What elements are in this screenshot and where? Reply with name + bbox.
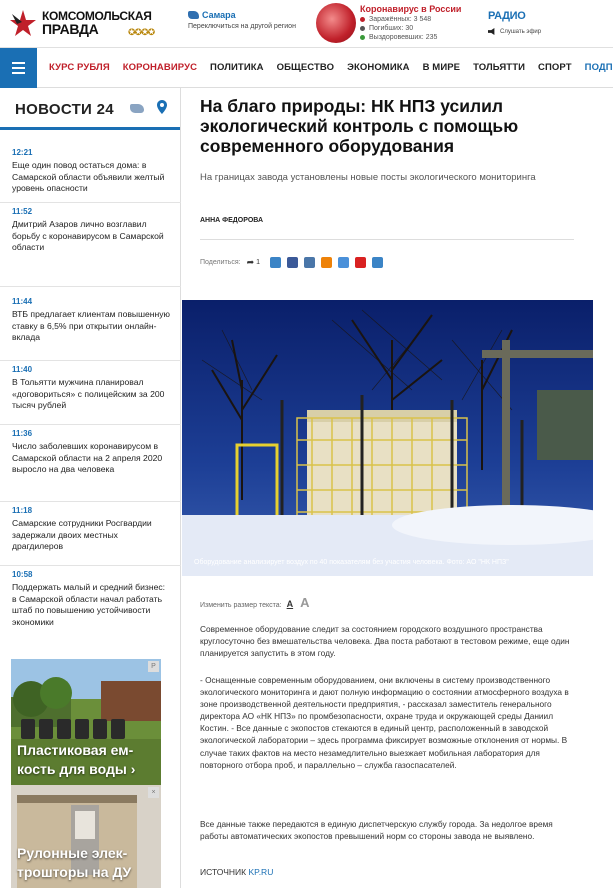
ad-caption[interactable] <box>17 741 135 779</box>
news-title[interactable]: В Тольятти мужчина планировал «договориться» с полицейским за 200 тысяч рублей <box>12 377 165 410</box>
news-title[interactable]: Самарские сотрудники Росгвардии задержали двоих местных драгдилеров <box>12 518 152 551</box>
article-title: На благо природы: НК НПЗ усилил экологический контроль с помощью современного оборудования <box>200 96 519 156</box>
article-paragraph: Все данные также передаются в единую диспетчерскую службу города. За недолгое время работы автоматических экопостов превышений норм со стороны завода не выявлено. <box>200 819 553 842</box>
covid-value: 3 548 <box>413 16 432 23</box>
nav-item-tolyatti[interactable]: ТОЛЬЯТТИ <box>473 62 526 73</box>
orders-icons: ✪✪✪✪ <box>128 27 155 37</box>
share-arrow-icon: ➦ <box>246 256 255 267</box>
font-large-button[interactable]: A <box>300 595 310 610</box>
recovered-dot-icon <box>360 35 365 40</box>
moimir-share-icon[interactable] <box>338 257 349 268</box>
covid-label: Выздоровевших: <box>369 34 424 41</box>
facebook-share-icon[interactable] <box>287 257 298 268</box>
sidebar-title: НОВОСТИ 24 <box>15 101 114 118</box>
font-small-button[interactable]: A <box>286 599 294 609</box>
covid-row <box>360 34 470 41</box>
share-label: Поделиться: <box>200 258 241 266</box>
site-header <box>0 0 613 48</box>
news-title[interactable]: Еще один повод остаться дома: в Самарской области объявили желтый уровень опасности <box>12 160 165 193</box>
flipboard-share-icon[interactable] <box>355 257 366 268</box>
news-sidebar <box>0 88 181 888</box>
ad-banner-roller-blinds[interactable] <box>11 785 161 888</box>
article-source <box>200 867 273 877</box>
hamburger-icon <box>12 62 25 64</box>
news-item[interactable] <box>0 293 181 361</box>
ad-badge[interactable]: P <box>148 661 159 672</box>
nav-item-kurs-rublya[interactable]: КУРС РУБЛЯ <box>49 62 110 73</box>
article-lead: На границах завода установлены новые посты экологического мониторинга <box>200 172 536 183</box>
news-time: 10:58 <box>12 570 33 579</box>
font-size-label: Изменить размер текста: <box>200 602 282 609</box>
ad-caption-line: трошторы на ДУ <box>17 864 132 880</box>
ad-close-button[interactable]: × <box>148 787 159 798</box>
menu-button[interactable] <box>0 48 37 88</box>
nav-item-v-mire[interactable]: В МИРЕ <box>422 62 461 73</box>
share-bar <box>200 256 389 268</box>
location-pin-icon[interactable] <box>157 100 167 114</box>
source-label: ИСТОЧНИК <box>200 867 247 877</box>
news-time: 11:44 <box>12 297 33 306</box>
radio-player[interactable] <box>488 10 588 35</box>
news-item[interactable] <box>0 502 181 566</box>
divider <box>200 239 574 240</box>
article-paragraph: - Оснащенные современным оборудованием, они включены в систему производственного экологического мониторинга и дают полную информацию о состоянии атмосферного воздуха в зоне производственной деятельности предприятия, - рассказал заместитель генерального директора АО «НК НПЗ» по промбезопасности, охране труда и окружающей среды Даниил Костин. - Все данные с экопостов стекаются в единый центр, расположенный в заводской экологической лаборатории – здесь программа фиксирует возможные отклонения от нормы. В случае таких фактов на место незамедлительно выезжает мобильная лаборатория для повторного отбора проб, и параллельно – служба газоспасателей. <box>200 675 569 770</box>
covid-label: Погибших: <box>369 25 404 32</box>
region-switch-link[interactable]: Переключиться на другой регион <box>188 23 296 30</box>
sidebar-header <box>0 88 180 130</box>
news-title[interactable]: ВТБ предлагает клиентам повышенную ставку в 6,5% при открытии онлайн-вклада <box>12 309 171 342</box>
infected-dot-icon <box>360 17 365 22</box>
twitter-share-icon[interactable] <box>270 257 281 268</box>
news-time: 12:21 <box>12 148 33 157</box>
article-photo <box>182 300 593 576</box>
logo-line-2: ПРАВДА <box>42 21 99 37</box>
nav-item-podpiska[interactable]: ПОДП <box>584 62 613 73</box>
covid-row <box>360 25 470 32</box>
news-item[interactable] <box>0 203 181 287</box>
nav-list <box>49 62 613 73</box>
photo-image <box>182 300 593 576</box>
covid-label: Заражённых: <box>369 16 412 23</box>
covid-stats[interactable] <box>360 4 470 41</box>
font-size-control <box>200 596 310 609</box>
site-logo[interactable] <box>8 8 178 40</box>
hamburger-icon <box>12 67 25 69</box>
ad-caption[interactable] <box>17 844 131 882</box>
news-item[interactable] <box>0 566 181 652</box>
nav-item-ekonomika[interactable]: ЭКОНОМИКА <box>347 62 410 73</box>
covid-value: 235 <box>425 34 438 41</box>
region-name[interactable]: Самара <box>188 10 308 20</box>
ad-caption-line: кость для воды › <box>17 761 136 777</box>
radio-title[interactable]: РАДИО <box>488 10 526 22</box>
news-item[interactable] <box>0 361 181 425</box>
nav-item-koronavirus[interactable]: КОРОНАВИРУС <box>122 62 198 73</box>
covid-title[interactable]: Коронавирус в России <box>360 4 462 14</box>
nav-item-politika[interactable]: ПОЛИТИКА <box>210 62 264 73</box>
speaker-icon <box>488 28 496 35</box>
ad-caption-line: Рулонные элек- <box>17 845 128 861</box>
news-item[interactable] <box>0 144 181 203</box>
news-title[interactable]: Поддержать малый и средний бизнес: в Самарской области начал работать штаб по повышению устойчивости экономики <box>12 582 166 627</box>
logo-line-1: КОМСОМОЛЬСКАЯ <box>42 9 152 23</box>
ad-caption-line: Пластиковая ем- <box>17 742 134 758</box>
share-count: 1 <box>256 258 261 266</box>
region-map-icon[interactable] <box>130 104 144 113</box>
odnoklassniki-share-icon[interactable] <box>321 257 332 268</box>
email-share-icon[interactable] <box>372 257 383 268</box>
vk-share-icon[interactable] <box>304 257 315 268</box>
radio-listen-label[interactable]: Слушать эфир <box>500 28 542 35</box>
news-time: 11:36 <box>12 429 33 438</box>
source-link[interactable]: KP.RU <box>248 867 274 877</box>
news-time: 11:40 <box>12 365 33 374</box>
photo-caption: Оборудование анализирует воздух по 40 показателям без участия человека. Фото: АО "НК НПЗ" <box>194 559 509 566</box>
main-nav <box>0 48 613 88</box>
nav-item-sport[interactable]: СПОРТ <box>538 62 572 73</box>
radio-listen[interactable] <box>488 28 588 35</box>
covid-value: 30 <box>405 25 414 32</box>
news-item[interactable] <box>0 425 181 502</box>
region-switcher[interactable] <box>188 10 308 30</box>
news-title[interactable]: Число заболевших коронавирусом в Самарской области на 2 апреля 2020 выросло на два человека <box>12 441 163 474</box>
article-paragraph: Современное оборудование следит за состоянием городского воздушного пространства круглосуточно без вмешательства человека. Два поста работают в тестовом режиме, еще один планируется запустить в этом году. <box>200 624 570 659</box>
hamburger-icon <box>12 72 25 74</box>
coronavirus-icon[interactable] <box>316 3 356 43</box>
deaths-dot-icon <box>360 26 365 31</box>
news-time: 11:52 <box>12 207 33 216</box>
nav-item-obshchestvo[interactable]: ОБЩЕСТВО <box>276 62 335 73</box>
ad-banner-water-tank[interactable] <box>11 659 161 785</box>
news-time: 11:18 <box>12 506 33 515</box>
logo-star-icon <box>8 8 38 40</box>
news-title[interactable]: Дмитрий Азаров лично возглавил борьбу с коронавирусом в Самарской области <box>12 219 164 252</box>
covid-row <box>360 16 470 23</box>
article-author[interactable]: АННА ФЕДОРОВА <box>200 217 264 224</box>
